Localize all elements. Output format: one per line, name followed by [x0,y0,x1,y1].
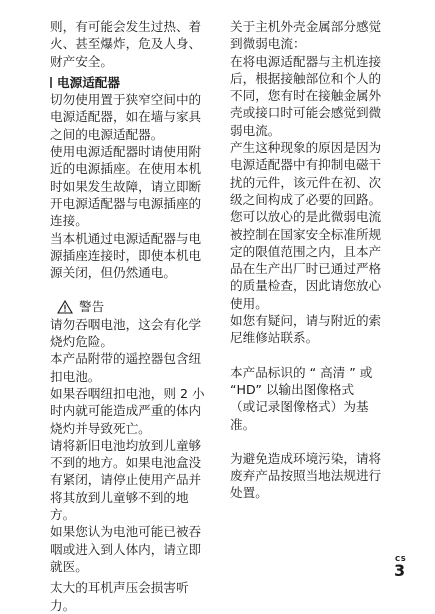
right-column [230,18,392,502]
language-code: CS [395,555,407,563]
left-column [50,18,210,614]
warning-paragraph-4: 请将新旧电池均放到儿童够 不到的地方。如果电池盒没 有紧闭，请停止使用产品并 将其放到儿童够不到的地 方。 [50,437,202,523]
warning-paragraph-3: 如果吞咽纽扣电池，则 2 小 时内就可能造成严重的体内 烧灼并导致死亡。 [50,385,205,436]
service-paragraph: 如您有疑问，请与附近的索 尼维修站联系。 [230,313,382,346]
leakage-paragraph-2: 产生这种现象的原因是因为 电源适配器中有抑制电磁干 扰的元件，该元件在初、次 级之间构成了必要的回路。 您可以放心的是此微弱电流 被控制在国家安全标准所规 定的限值范围之内，且本产 品在生产出厂时已通过严格 的质量检查，因此请您放心 使用。 [230,140,382,311]
disposal-paragraph: 为避免造成环境污染，请将 废弃产品按照当地法规进行 处置。 [230,450,382,501]
intro-paragraph: 则，有可能会发生过热、着 火、甚至爆炸，危及人身、 财产安全。 [50,19,202,69]
warning-label: 警告 [79,299,105,315]
adapter-paragraph-2: 使用电源适配器时请使用附 近的电源插座。在使用本机 时如果发生故障，请立即断 开电源适配器与电源插座的 连接。 [50,144,202,229]
warning-paragraph-5: 如果您认为电池可能已被吞 咽或进入到人体内，请立即 就医。 [50,524,202,574]
warning-heading [50,298,210,315]
warning-icon [57,300,73,314]
section-heading-text: 电源适配器 [57,74,120,90]
heading-marker [50,77,52,88]
warning-paragraph-1: 请勿吞咽电池，这会有化学 烧灼危险。 [50,316,202,350]
section-heading-power-adapter [50,74,210,91]
adapter-paragraph-1: 切勿使用置于狭窄空间中的 电源适配器，如在墙与家具 之间的电源适配器。 [50,92,202,142]
warning-paragraph-6: 太大的耳机声压会损害听 力。 [50,580,189,613]
page-number: 3 [394,561,406,580]
adapter-paragraph-3: 当本机通过电源适配器与电 源插座连接时，即使本机电 源关闭，但仍然通电。 [50,230,202,281]
hd-paragraph: 本产品标识的 “ 高清 ” 或 “HD” 以输出图像格式 （或记录图像格式）为基 准。 [230,364,373,432]
warning-paragraph-2: 本产品附带的遥控器包含纽 扣电池。 [50,351,202,384]
leakage-paragraph-1: 在将电源适配器与主机连接 后，根据接触部位和个人的 不同，您有时在接触金属外 壳或接口时可能会感觉到微 弱电流。 [230,53,382,138]
leakage-title: 关于主机外壳金属部分感觉 到微弱电流： [230,19,382,52]
